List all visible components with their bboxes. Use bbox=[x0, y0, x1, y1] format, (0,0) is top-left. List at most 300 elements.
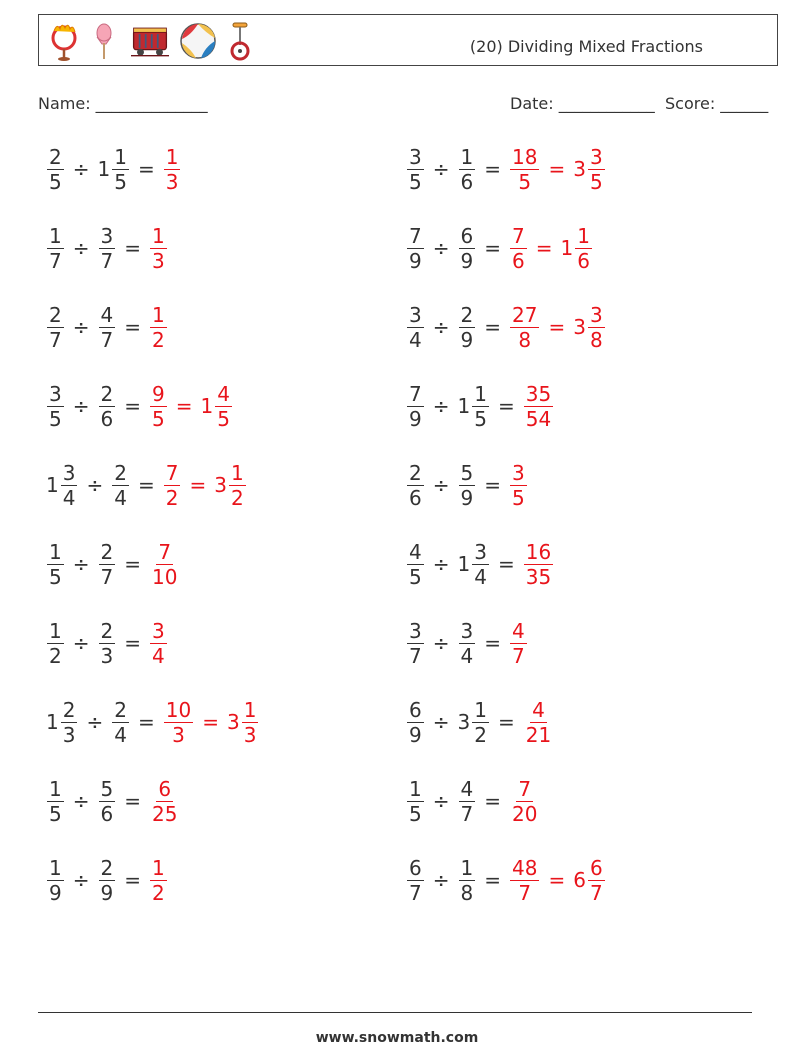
fraction-term bbox=[111, 698, 130, 747]
fraction-term bbox=[406, 698, 425, 747]
denominator: 4 bbox=[474, 564, 487, 589]
problem-item bbox=[46, 845, 168, 915]
answer bbox=[163, 145, 182, 194]
denominator: 2 bbox=[49, 643, 62, 668]
divide-sign: ÷ bbox=[72, 315, 90, 339]
divide-sign: ÷ bbox=[432, 473, 450, 497]
denominator: 6 bbox=[577, 248, 590, 273]
denominator: 5 bbox=[49, 406, 62, 431]
numerator: 1 bbox=[49, 223, 62, 248]
fraction bbox=[47, 540, 64, 589]
fraction bbox=[510, 461, 527, 510]
fraction-term bbox=[509, 145, 540, 194]
whole-number: 1 bbox=[46, 710, 59, 734]
numerator: 7 bbox=[518, 776, 532, 801]
answer bbox=[523, 382, 554, 431]
numerator: 1 bbox=[152, 302, 165, 327]
fraction bbox=[510, 619, 527, 668]
fraction bbox=[47, 619, 64, 668]
denominator: 9 bbox=[409, 248, 422, 273]
fraction bbox=[99, 303, 116, 352]
problem-item bbox=[46, 371, 233, 441]
numerator: 3 bbox=[512, 460, 525, 485]
numerator: 3 bbox=[49, 381, 62, 406]
problem-item bbox=[406, 766, 540, 836]
fraction bbox=[99, 382, 116, 431]
numerator: 7 bbox=[409, 223, 422, 248]
fraction-term bbox=[214, 461, 246, 510]
divide-sign: ÷ bbox=[432, 394, 450, 418]
fraction-term bbox=[149, 856, 168, 905]
numerator: 2 bbox=[409, 460, 422, 485]
fraction bbox=[164, 461, 181, 510]
answer bbox=[149, 382, 233, 431]
divide-sign: ÷ bbox=[432, 315, 450, 339]
fraction bbox=[407, 382, 424, 431]
denominator: 6 bbox=[460, 169, 474, 194]
fraction bbox=[575, 224, 592, 273]
denominator: 7 bbox=[100, 248, 114, 273]
denominator: 5 bbox=[49, 801, 62, 826]
fraction bbox=[150, 619, 167, 668]
fraction-term bbox=[98, 540, 117, 589]
numerator: 3 bbox=[100, 223, 114, 248]
equals-sign: = bbox=[137, 157, 155, 181]
whole-number: 3 bbox=[214, 473, 227, 497]
denominator: 3 bbox=[172, 722, 185, 747]
numerator: 1 bbox=[577, 223, 590, 248]
date-field-label: Date: ____________ bbox=[510, 94, 655, 113]
problem-item bbox=[46, 529, 180, 599]
numerator: 1 bbox=[474, 381, 487, 406]
denominator: 6 bbox=[100, 406, 114, 431]
divide-sign: ÷ bbox=[432, 868, 450, 892]
fraction-term bbox=[573, 856, 605, 905]
fraction bbox=[150, 224, 167, 273]
denominator: 25 bbox=[152, 801, 178, 826]
fraction bbox=[99, 856, 116, 905]
equals-sign: = bbox=[137, 710, 155, 734]
fraction bbox=[472, 698, 489, 747]
fraction bbox=[459, 461, 476, 510]
fraction bbox=[164, 145, 181, 194]
divide-sign: ÷ bbox=[72, 631, 90, 655]
problem-item bbox=[46, 134, 181, 204]
denominator: 5 bbox=[409, 169, 422, 194]
fraction-term bbox=[46, 382, 65, 431]
denominator: 7 bbox=[100, 564, 114, 589]
fraction-term bbox=[458, 382, 490, 431]
fraction bbox=[99, 224, 116, 273]
whole-number: 3 bbox=[573, 157, 586, 181]
fraction bbox=[229, 461, 246, 510]
fraction-term bbox=[149, 540, 180, 589]
fraction-term bbox=[98, 145, 130, 194]
fraction bbox=[112, 145, 129, 194]
numerator: 2 bbox=[49, 144, 62, 169]
divide-sign: ÷ bbox=[86, 710, 104, 734]
denominator: 7 bbox=[409, 880, 422, 905]
fraction bbox=[472, 382, 489, 431]
fraction-term bbox=[458, 540, 490, 589]
numerator: 2 bbox=[100, 618, 114, 643]
equals-sign: = bbox=[484, 473, 501, 497]
problem-item bbox=[46, 292, 168, 362]
equals-sign: = bbox=[548, 315, 566, 339]
denominator: 4 bbox=[152, 643, 165, 668]
denominator: 9 bbox=[460, 327, 474, 352]
numerator: 10 bbox=[165, 697, 192, 722]
numerator: 4 bbox=[100, 302, 114, 327]
denominator: 7 bbox=[49, 248, 62, 273]
fraction-term bbox=[98, 382, 117, 431]
fraction-term bbox=[149, 619, 168, 668]
equals-sign: = bbox=[189, 473, 207, 497]
numerator: 48 bbox=[512, 855, 538, 880]
denominator: 5 bbox=[512, 485, 525, 510]
fraction-term bbox=[98, 856, 117, 905]
numerator: 2 bbox=[100, 381, 114, 406]
fraction bbox=[510, 856, 539, 905]
fraction bbox=[510, 224, 527, 273]
fraction bbox=[47, 777, 64, 826]
fraction bbox=[588, 145, 605, 194]
fraction bbox=[112, 698, 129, 747]
denominator: 9 bbox=[409, 406, 422, 431]
equals-sign: = bbox=[484, 315, 501, 339]
divide-sign: ÷ bbox=[72, 868, 90, 892]
fraction bbox=[588, 303, 605, 352]
numerator: 2 bbox=[100, 539, 114, 564]
numerator: 3 bbox=[589, 144, 603, 169]
divide-sign: ÷ bbox=[432, 552, 450, 576]
numerator: 7 bbox=[165, 460, 179, 485]
numerator: 4 bbox=[512, 618, 525, 643]
equals-sign: = bbox=[124, 789, 141, 813]
numerator: 7 bbox=[158, 539, 172, 564]
denominator: 9 bbox=[460, 485, 474, 510]
equals-sign: = bbox=[202, 710, 219, 734]
numerator: 1 bbox=[152, 223, 165, 248]
equals-sign: = bbox=[548, 157, 566, 181]
denominator: 6 bbox=[512, 248, 525, 273]
fraction bbox=[99, 540, 116, 589]
numerator: 1 bbox=[49, 855, 62, 880]
problem-item bbox=[46, 608, 168, 678]
denominator: 20 bbox=[512, 801, 538, 826]
whole-number: 6 bbox=[573, 868, 586, 892]
whole-number: 3 bbox=[457, 710, 471, 734]
fraction-term bbox=[46, 540, 65, 589]
denominator: 7 bbox=[49, 327, 62, 352]
answer bbox=[523, 698, 554, 747]
denominator: 8 bbox=[589, 327, 603, 352]
numerator: 3 bbox=[409, 302, 422, 327]
numerator: 1 bbox=[114, 144, 127, 169]
answer bbox=[163, 461, 247, 510]
numerator: 1 bbox=[165, 144, 179, 169]
denominator: 5 bbox=[114, 169, 127, 194]
fraction bbox=[99, 619, 116, 668]
problem-item bbox=[46, 687, 259, 757]
numerator: 7 bbox=[409, 381, 422, 406]
problem-item bbox=[406, 450, 528, 520]
denominator: 21 bbox=[525, 722, 552, 747]
fraction bbox=[510, 777, 539, 826]
equals-sign: = bbox=[548, 868, 566, 892]
denominator: 54 bbox=[525, 406, 552, 431]
denominator: 2 bbox=[165, 485, 179, 510]
fraction bbox=[459, 145, 476, 194]
whole-number: 1 bbox=[457, 394, 471, 418]
fraction bbox=[407, 698, 424, 747]
problem-item bbox=[406, 687, 554, 757]
numerator: 6 bbox=[158, 776, 172, 801]
numerator: 3 bbox=[589, 302, 603, 327]
problem-item bbox=[406, 134, 606, 204]
numerator: 7 bbox=[512, 223, 525, 248]
denominator: 3 bbox=[165, 169, 179, 194]
divide-sign: ÷ bbox=[72, 394, 90, 418]
fraction bbox=[61, 461, 78, 510]
fraction bbox=[407, 540, 424, 589]
answer bbox=[149, 777, 180, 826]
problem-item bbox=[406, 292, 606, 362]
denominator: 9 bbox=[460, 248, 474, 273]
denominator: 5 bbox=[589, 169, 603, 194]
numerator: 6 bbox=[409, 697, 422, 722]
fraction bbox=[164, 698, 193, 747]
fraction bbox=[112, 461, 129, 510]
denominator: 4 bbox=[409, 327, 422, 352]
denominator: 5 bbox=[474, 406, 487, 431]
numerator: 1 bbox=[409, 776, 422, 801]
denominator: 3 bbox=[62, 722, 76, 747]
equals-sign: = bbox=[175, 394, 193, 418]
fraction bbox=[459, 224, 476, 273]
numerator: 1 bbox=[460, 855, 474, 880]
numerator: 9 bbox=[152, 381, 165, 406]
numerator: 1 bbox=[460, 144, 474, 169]
denominator: 5 bbox=[409, 564, 422, 589]
answer bbox=[149, 540, 180, 589]
denominator: 7 bbox=[100, 327, 114, 352]
denominator: 10 bbox=[152, 564, 178, 589]
fraction-term bbox=[509, 856, 540, 905]
whole-number: 1 bbox=[457, 552, 471, 576]
denominator: 3 bbox=[100, 643, 114, 668]
whole-number: 3 bbox=[573, 315, 586, 339]
fraction bbox=[242, 698, 259, 747]
answer bbox=[149, 224, 168, 273]
problem-item bbox=[46, 213, 168, 283]
numerator: 35 bbox=[525, 381, 552, 406]
denominator: 4 bbox=[114, 722, 127, 747]
fraction-term bbox=[406, 224, 425, 273]
fraction bbox=[47, 856, 64, 905]
divide-sign: ÷ bbox=[432, 789, 450, 813]
answer bbox=[509, 856, 606, 905]
numerator: 27 bbox=[512, 302, 538, 327]
numerator: 4 bbox=[409, 539, 422, 564]
fraction bbox=[47, 224, 64, 273]
divide-sign: ÷ bbox=[432, 157, 450, 181]
denominator: 5 bbox=[409, 801, 422, 826]
equals-sign: = bbox=[484, 236, 501, 260]
numerator: 6 bbox=[460, 223, 474, 248]
fraction bbox=[407, 619, 424, 668]
fraction bbox=[407, 303, 424, 352]
fraction-term bbox=[406, 619, 425, 668]
fraction-term bbox=[46, 461, 78, 510]
denominator: 3 bbox=[243, 722, 257, 747]
fraction-term bbox=[406, 145, 425, 194]
equals-sign: = bbox=[497, 552, 515, 576]
fraction bbox=[459, 777, 476, 826]
fraction bbox=[47, 382, 64, 431]
fraction-term bbox=[406, 382, 425, 431]
whole-number: 1 bbox=[46, 473, 59, 497]
fraction-term bbox=[163, 145, 182, 194]
problem-item bbox=[406, 608, 528, 678]
fraction-term bbox=[406, 856, 425, 905]
denominator: 4 bbox=[114, 485, 127, 510]
fraction-term bbox=[149, 303, 168, 352]
numerator: 3 bbox=[152, 618, 165, 643]
answer bbox=[509, 145, 606, 194]
equals-sign: = bbox=[124, 552, 141, 576]
denominator: 5 bbox=[152, 406, 165, 431]
fraction-term bbox=[46, 145, 65, 194]
denominator: 6 bbox=[409, 485, 422, 510]
numerator: 2 bbox=[49, 302, 62, 327]
denominator: 7 bbox=[589, 880, 603, 905]
fraction bbox=[510, 303, 539, 352]
answer bbox=[149, 856, 168, 905]
fraction-term bbox=[201, 382, 233, 431]
answer bbox=[523, 540, 554, 589]
equals-sign: = bbox=[124, 868, 141, 892]
numerator: 1 bbox=[474, 697, 487, 722]
divide-sign: ÷ bbox=[72, 552, 90, 576]
denominator: 7 bbox=[409, 643, 422, 668]
equals-sign: = bbox=[535, 236, 553, 260]
fraction bbox=[459, 303, 476, 352]
denominator: 2 bbox=[152, 880, 165, 905]
fraction bbox=[510, 145, 539, 194]
answer bbox=[509, 303, 606, 352]
equals-sign: = bbox=[124, 315, 141, 339]
page-title: (20) Dividing Mixed Fractions bbox=[469, 37, 703, 56]
denominator: 8 bbox=[518, 327, 532, 352]
fraction-term bbox=[458, 461, 477, 510]
fraction-term bbox=[98, 303, 117, 352]
fraction bbox=[459, 856, 476, 905]
divide-sign: ÷ bbox=[72, 157, 90, 181]
fraction bbox=[150, 382, 167, 431]
equals-sign: = bbox=[484, 868, 501, 892]
fraction-term bbox=[149, 224, 168, 273]
problem-item bbox=[46, 450, 247, 520]
denominator: 2 bbox=[152, 327, 165, 352]
numerator: 16 bbox=[525, 539, 552, 564]
fraction-term bbox=[458, 698, 490, 747]
denominator: 9 bbox=[49, 880, 62, 905]
score-field-label: Score: ______ bbox=[665, 94, 769, 113]
fraction-term bbox=[458, 224, 477, 273]
numerator: 3 bbox=[409, 618, 422, 643]
fraction bbox=[99, 777, 116, 826]
fraction-term bbox=[227, 698, 259, 747]
divide-sign: ÷ bbox=[72, 789, 90, 813]
denominator: 9 bbox=[100, 880, 114, 905]
numerator: 1 bbox=[230, 460, 244, 485]
denominator: 2 bbox=[230, 485, 244, 510]
fraction-term bbox=[523, 540, 554, 589]
fraction-term bbox=[458, 856, 477, 905]
numerator: 6 bbox=[589, 855, 603, 880]
fraction-term bbox=[46, 856, 65, 905]
denominator: 2 bbox=[474, 722, 487, 747]
denominator: 5 bbox=[49, 169, 62, 194]
fraction-term bbox=[573, 145, 605, 194]
divide-sign: ÷ bbox=[432, 710, 450, 734]
fraction-term bbox=[46, 777, 65, 826]
numerator: 3 bbox=[409, 144, 422, 169]
fraction-term bbox=[573, 303, 605, 352]
fraction bbox=[407, 856, 424, 905]
numerator: 3 bbox=[474, 539, 487, 564]
problem-item bbox=[406, 529, 554, 599]
numerator: 6 bbox=[409, 855, 422, 880]
numerator: 5 bbox=[460, 460, 474, 485]
numerator: 2 bbox=[114, 460, 127, 485]
fraction-term bbox=[509, 619, 528, 668]
equals-sign: = bbox=[497, 394, 515, 418]
fraction bbox=[150, 303, 167, 352]
fraction-term bbox=[523, 382, 554, 431]
denominator: 7 bbox=[460, 801, 474, 826]
denominator: 7 bbox=[518, 880, 532, 905]
problem-item bbox=[406, 845, 606, 915]
numerator: 2 bbox=[460, 302, 474, 327]
whole-number: 1 bbox=[97, 157, 111, 181]
answer bbox=[149, 619, 168, 668]
denominator: 5 bbox=[518, 169, 532, 194]
fraction-term bbox=[406, 461, 425, 510]
divide-sign: ÷ bbox=[86, 473, 104, 497]
equals-sign: = bbox=[484, 789, 501, 813]
numerator: 1 bbox=[49, 776, 62, 801]
divide-sign: ÷ bbox=[72, 236, 90, 260]
problem-item bbox=[46, 766, 180, 836]
answer bbox=[163, 698, 260, 747]
fraction-term bbox=[458, 777, 477, 826]
fraction bbox=[407, 224, 424, 273]
fraction bbox=[524, 382, 553, 431]
equals-sign: = bbox=[484, 631, 501, 655]
divide-sign: ÷ bbox=[432, 236, 450, 260]
numerator: 18 bbox=[512, 144, 538, 169]
whole-number: 1 bbox=[200, 394, 214, 418]
name-field-label: Name: ______________ bbox=[38, 94, 208, 113]
fraction bbox=[472, 540, 489, 589]
fraction bbox=[150, 777, 179, 826]
fraction bbox=[524, 540, 553, 589]
numerator: 4 bbox=[532, 697, 545, 722]
fraction-term bbox=[98, 224, 117, 273]
equals-sign: = bbox=[124, 631, 141, 655]
